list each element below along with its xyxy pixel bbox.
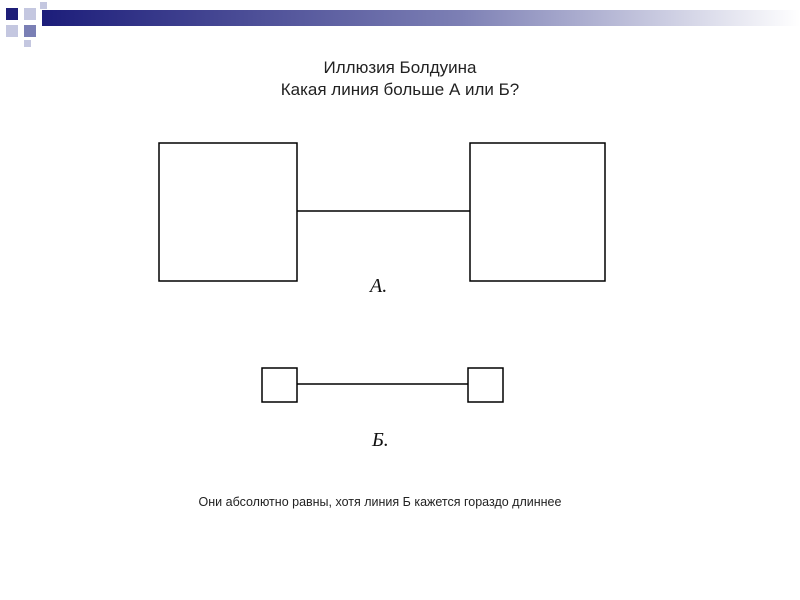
figure-a-right-square — [470, 143, 605, 281]
figure-b-label: Б. — [372, 429, 389, 451]
figure-a-label: А. — [370, 275, 388, 297]
answer-caption: Они абсолютно равны, хотя линия Б кажется гораздо длиннее — [198, 495, 562, 509]
figure-a — [159, 143, 605, 281]
figure-b — [262, 368, 503, 402]
slide-question: Какая линия больше А или Б? — [280, 80, 520, 99]
figure-b-right-square — [468, 368, 503, 402]
figure-a-left-square — [159, 143, 297, 281]
slide-title: Иллюзия Болдуина — [323, 58, 477, 77]
figure-b-left-square — [262, 368, 297, 402]
